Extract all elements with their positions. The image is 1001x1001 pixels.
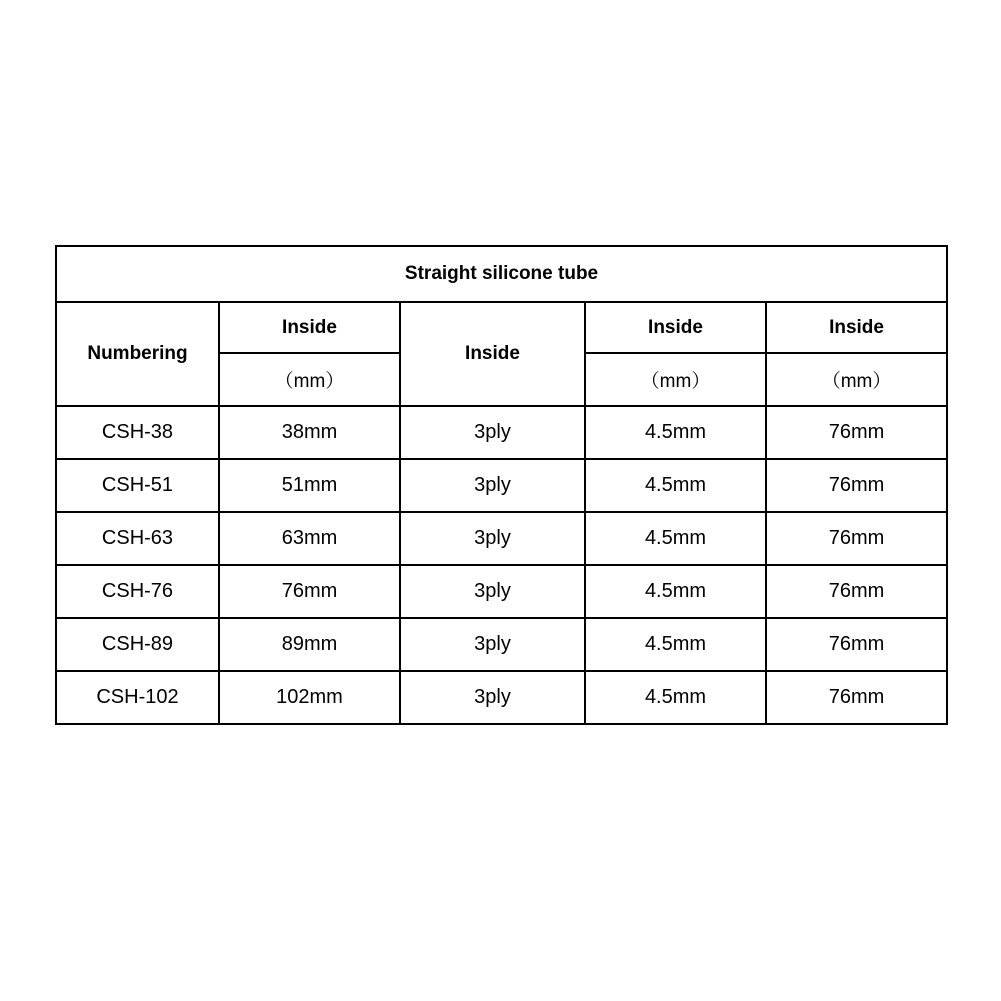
table-row	[56, 618, 947, 671]
cell-col1: 76mm	[219, 565, 400, 618]
cell-numbering: CSH-89	[56, 618, 219, 671]
cell-col2: 3ply	[400, 618, 585, 671]
cell-col1: 38mm	[219, 406, 400, 459]
cell-numbering: CSH-76	[56, 565, 219, 618]
cell-col4: 76mm	[766, 406, 947, 459]
header-col3-unit: （mm）	[585, 353, 766, 406]
table-row	[56, 512, 947, 565]
cell-numbering: CSH-51	[56, 459, 219, 512]
spec-table	[55, 245, 948, 725]
cell-col4: 76mm	[766, 618, 947, 671]
cell-col2: 3ply	[400, 671, 585, 724]
cell-col4: 76mm	[766, 565, 947, 618]
cell-col2: 3ply	[400, 512, 585, 565]
cell-col4: 76mm	[766, 512, 947, 565]
cell-numbering: CSH-102	[56, 671, 219, 724]
header-numbering: Numbering	[56, 302, 219, 406]
table-row	[56, 406, 947, 459]
table-title: Straight silicone tube	[56, 246, 947, 302]
table-row	[56, 671, 947, 724]
header-row	[56, 302, 947, 353]
header-col2: Inside	[400, 302, 585, 406]
cell-col2: 3ply	[400, 406, 585, 459]
cell-col1: 89mm	[219, 618, 400, 671]
table-row	[56, 459, 947, 512]
cell-col3: 4.5mm	[585, 459, 766, 512]
cell-col4: 76mm	[766, 671, 947, 724]
header-col1: Inside	[219, 302, 400, 353]
cell-col3: 4.5mm	[585, 671, 766, 724]
table-row	[56, 565, 947, 618]
cell-col3: 4.5mm	[585, 618, 766, 671]
cell-col4: 76mm	[766, 459, 947, 512]
header-col1-unit: （mm）	[219, 353, 400, 406]
cell-col1: 102mm	[219, 671, 400, 724]
cell-col2: 3ply	[400, 459, 585, 512]
header-col3: Inside	[585, 302, 766, 353]
header-col4-unit: （mm）	[766, 353, 947, 406]
cell-numbering: CSH-38	[56, 406, 219, 459]
header-col4: Inside	[766, 302, 947, 353]
cell-col1: 51mm	[219, 459, 400, 512]
cell-col1: 63mm	[219, 512, 400, 565]
cell-col3: 4.5mm	[585, 512, 766, 565]
table-body	[56, 406, 947, 724]
cell-col3: 4.5mm	[585, 406, 766, 459]
cell-col3: 4.5mm	[585, 565, 766, 618]
cell-numbering: CSH-63	[56, 512, 219, 565]
cell-col2: 3ply	[400, 565, 585, 618]
title-row	[56, 246, 947, 302]
